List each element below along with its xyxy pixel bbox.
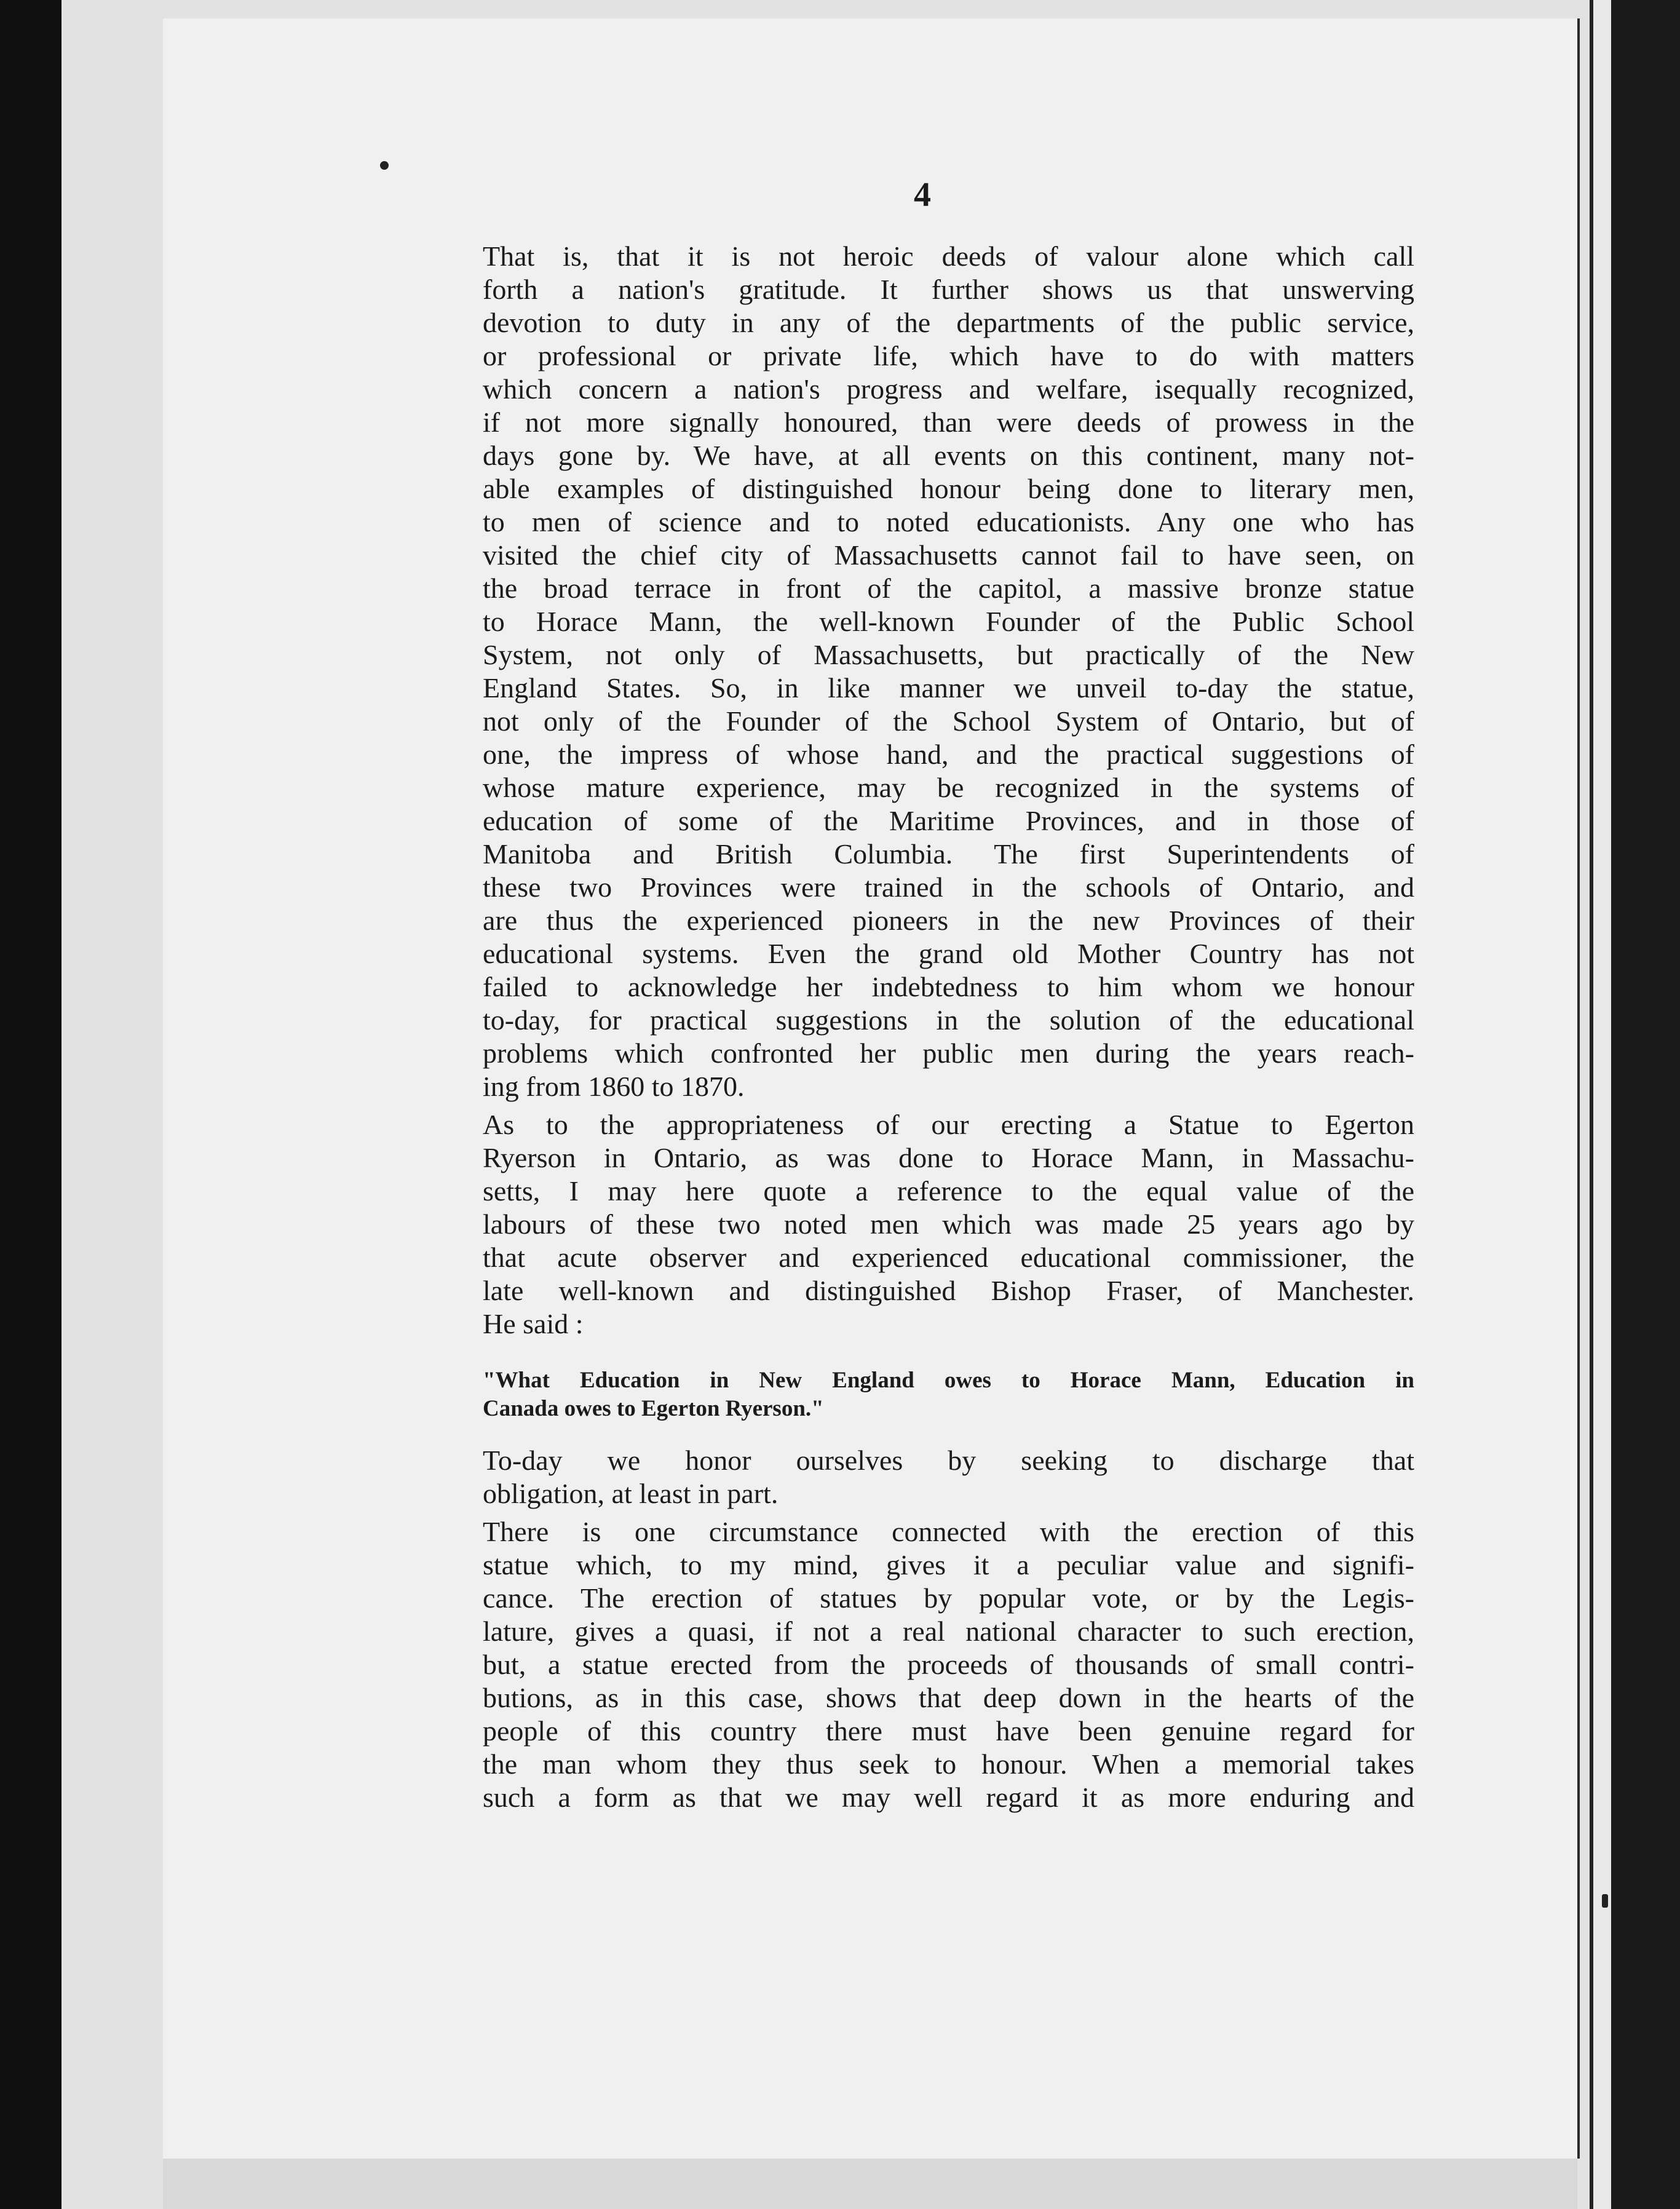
text-line: devotion to duty in any of the departments of the public service, xyxy=(483,307,1414,338)
text-line: are thus the experienced pioneers in the new Provinces of their xyxy=(483,905,1414,936)
text-line: the broad terrace in front of the capitol, a massive bronze statue xyxy=(483,573,1414,604)
text-line: problems which confronted her public men during the years reach- xyxy=(483,1037,1414,1069)
text-line: if not more signally honoured, than were deeds of prowess in the xyxy=(483,407,1414,438)
text-line: lature, gives a quasi, if not a real national character to such erection, xyxy=(483,1616,1414,1647)
text-line: cance. The erection of statues by popular vote, or by the Legis- xyxy=(483,1582,1414,1614)
text-line: statue which, to my mind, gives it a peculiar value and signifi- xyxy=(483,1549,1414,1580)
text-line: whose mature experience, may be recognized in the systems of xyxy=(483,772,1414,803)
text-line: education of some of the Maritime Provinces, and in those of xyxy=(483,805,1414,836)
text-line: to Horace Mann, the well-known Founder of the Public School xyxy=(483,606,1414,637)
text-line: but, a statue erected from the proceeds of thousands of small contri- xyxy=(483,1649,1414,1680)
scanner-border-left xyxy=(0,0,68,2209)
text-line: the man whom they thus seek to honour. When a memorial takes xyxy=(483,1748,1414,1780)
text-line: setts, I may here quote a reference to the equal value of the xyxy=(483,1175,1414,1207)
text-line: butions, as in this case, shows that deep down in the hearts of the xyxy=(483,1682,1414,1713)
text-line: to-day, for practical suggestions in the solution of the educational xyxy=(483,1004,1414,1036)
text-line: failed to acknowledge her indebtedness to him whom we honour xyxy=(483,971,1414,1002)
ink-speck xyxy=(380,161,389,170)
paragraph xyxy=(483,1444,1414,1510)
text-line: days gone by. We have, at all events on this continent, many not- xyxy=(483,440,1414,471)
text-line: England States. So, in like manner we unveil to-day the statue, xyxy=(483,672,1414,704)
text-line: obligation, at least in part. xyxy=(483,1478,779,1509)
body-text xyxy=(483,240,1414,1819)
page-number: 4 xyxy=(914,176,931,214)
scanner-border-right xyxy=(1611,0,1680,2209)
text-line: labours of these two noted men which was made 25 years ago by xyxy=(483,1208,1414,1240)
text-line: He said : xyxy=(483,1308,584,1339)
paragraph xyxy=(483,240,1414,1103)
quote-line: Canada owes to Egerton Ryerson." xyxy=(483,1396,824,1421)
paragraph xyxy=(483,1108,1414,1341)
text-line: visited the chief city of Massachusetts cannot fail to have seen, on xyxy=(483,539,1414,571)
text-line: There is one circumstance connected with the erection of this xyxy=(483,1516,1414,1547)
text-line: Manitoba and British Columbia. The first Superintendents of xyxy=(483,838,1414,870)
text-line: such a form as that we may well regard it as more enduring and xyxy=(483,1782,1414,1813)
text-line: to men of science and to noted educationists. Any one who has xyxy=(483,506,1414,537)
page-bottom-edge xyxy=(163,2159,1577,2209)
text-line: people of this country there must have been genuine regard for xyxy=(483,1715,1414,1747)
text-line: That is, that it is not heroic deeds of valour alone which call xyxy=(483,240,1414,272)
text-line: which concern a nation's progress and welfare, isequally recognized, xyxy=(483,373,1414,405)
text-line: these two Provinces were trained in the schools of Ontario, and xyxy=(483,871,1414,903)
text-line: educational systems. Even the grand old Mother Country has not xyxy=(483,938,1414,969)
text-line: not only of the Founder of the School System of Ontario, but of xyxy=(483,705,1414,737)
block-quote xyxy=(483,1366,1414,1423)
text-line: able examples of distinguished honour being done to literary men, xyxy=(483,473,1414,504)
text-line: As to the appropriateness of our erecting a Statue to Egerton xyxy=(483,1109,1414,1140)
text-line: forth a nation's gratitude. It further shows us that unswerving xyxy=(483,274,1414,305)
quote-line: "What Education in New England owes to Horace Mann, Education in xyxy=(483,1368,1414,1393)
text-line: System, not only of Massachusetts, but practically of the New xyxy=(483,639,1414,670)
text-line: or professional or private life, which have to do with matters xyxy=(483,340,1414,371)
ink-speck xyxy=(1602,1894,1608,1908)
text-line: To-day we honor ourselves by seeking to discharge that xyxy=(483,1445,1414,1476)
text-line: that acute observer and experienced educational commissioner, the xyxy=(483,1242,1414,1273)
paragraph xyxy=(483,1515,1414,1814)
text-line: Ryerson in Ontario, as was done to Horace Mann, in Massachu- xyxy=(483,1142,1414,1173)
text-line: ing from 1860 to 1870. xyxy=(483,1071,745,1102)
text-line: late well-known and distinguished Bishop Fraser, of Manchester. xyxy=(483,1275,1414,1306)
text-line: one, the impress of whose hand, and the practical suggestions of xyxy=(483,739,1414,770)
